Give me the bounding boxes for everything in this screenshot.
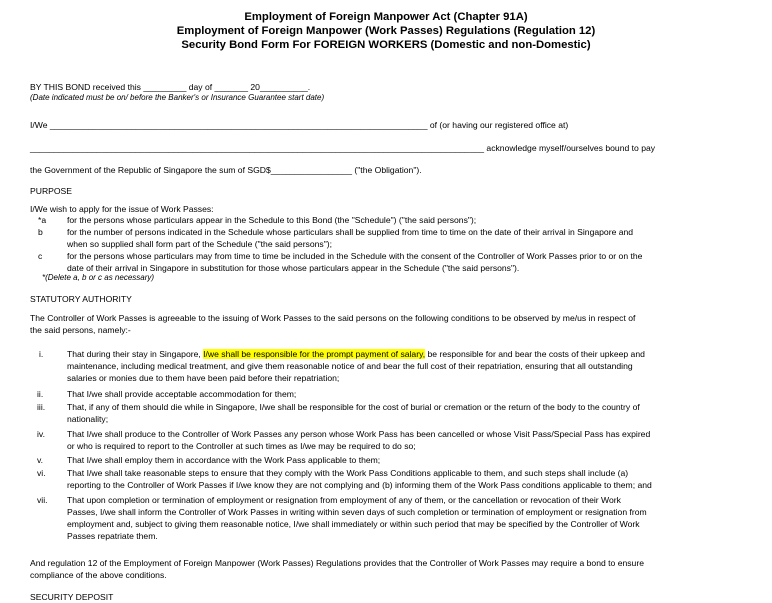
condition-line: reporting to the Controller of Work Passes if I/we know they are not complying and (b) informing them of the Work Pass conditions applicable to them; and [67,480,652,490]
condition-i-text: That during their stay in Singapore, [67,349,204,359]
purpose-item-line: date of their arrival in Singapore in substitution for those whose particulars appear in the Schedule ("the said persons"). [67,263,520,273]
purpose-item-marker: c [38,251,43,261]
condition-line: or who is required to report to the Controller at such times as I/we may be required to do so; [67,441,416,451]
security-deposit-heading: SECURITY DEPOSIT [30,592,114,602]
condition-i-text-after: be responsible for and bear the costs of their upkeep and [425,349,645,359]
statutory-intro-line-2: the said persons, namely:- [30,325,131,335]
condition-marker: ii. [37,389,44,399]
condition-marker: v. [37,455,44,465]
condition-line: That I/we shall employ them in accordance with the Work Pass applicable to them; [67,455,381,465]
condition-marker: iv. [37,429,45,439]
purpose-item-line: for the persons whose particulars appear in the Schedule to this Bond (the "Schedule") ("the said persons"); [67,215,477,225]
condition-line: Passes, I/we shall inform the Controller of Work Passes in writing within seven days of such completion or termination of employment or resignation from [67,507,647,517]
obligation-sum-line: the Government of the Republic of Singapore the sum of SGD$_________________ ("the Obligation"). [30,165,422,175]
statutory-intro-line-1: The Controller of Work Passes is agreeable to the issuing of Work Passes to the said persons on the following conditions to be observed by me/us in respect of [30,313,636,323]
condition-marker: i. [39,349,44,359]
purpose-intro: I/We wish to apply for the issue of Work Passes: [30,204,214,214]
purpose-item-marker: *a [38,215,47,225]
statutory-heading: STATUTORY AUTHORITY [30,294,132,304]
purpose-item-line: for the persons whose particulars may from time to time be included in the Schedule with the consent of the Controller of Work Passes prior to or on the [67,251,643,261]
delete-note: *(Delete a, b or c as necessary) [42,273,155,282]
condition-marker: vii. [37,495,48,505]
condition-line: That I/we shall provide acceptable accommodation for them; [67,389,297,399]
regulation-paragraph-line-1: And regulation 12 of the Employment of Foreign Manpower (Work Passes) Regulations provides that the Controller of Work Passes may require a bond to ensure [30,558,644,568]
condition-marker: iii. [37,402,46,412]
condition-i-line-2: maintenance, including medical treatment, and give them reasonable notice of and bear the full cost of their repatriation, ensuring that all outstanding [67,361,633,371]
act-title: Employment of Foreign Manpower Act (Chapter 91A) [244,11,528,23]
iwe-line: I/We _______________________________________________________________________________ of (or having our registered office at) [30,120,569,130]
condition-i-line-3: salaries or monies due to them have been paid before their repatriation; [67,373,340,383]
date-note: (Date indicated must be on/ before the Banker's or Insurance Guarantee start date) [30,93,325,102]
condition-line: nationality; [67,414,109,424]
condition-line: That upon completion or termination of employment or resignation from employment of any of them, or the cancellation or revocation of their Work [67,495,621,505]
purpose-heading: PURPOSE [30,186,73,196]
form-title: Security Bond Form For FOREIGN WORKERS (Domestic and non-Domestic) [181,39,591,51]
condition-marker: vi. [37,468,46,478]
purpose-item-line: for the number of persons indicated in the Schedule whose particulars shall be supplied from time to time on the date of their arrival in Singapore and [67,227,634,237]
bond-received-line: BY THIS BOND received this _________ day of _______ 20__________. [30,82,311,92]
condition-i-line-1 [67,348,749,360]
condition-line: That I/we shall produce to the Controller of Work Passes any person whose Work Pass has been cancelled or whose Visit Pass/Special Pass has expired [67,429,651,439]
condition-line: Passes repatriate them. [67,531,158,541]
acknowledge-line: _______________________________________________________________________________________________ acknowledge myself/ourselves bound to pay [30,143,656,153]
highlighted-salary-clause: I/we shall be responsible for the prompt payment of salary, [203,349,426,359]
condition-line: That I/we shall take reasonable steps to ensure that they comply with the Work Pass Conditions applicable to them, and such steps shall include (a) [67,468,629,478]
purpose-item-marker: b [38,227,43,237]
condition-line: employment and, subject to giving them reasonable notice, I/we shall immediately or within such period that may be specified by the Controller of Work [67,519,640,529]
regulation-paragraph-line-2: compliance of the above conditions. [30,570,167,580]
purpose-item-line: when so supplied shall form part of the Schedule ("the said persons"); [67,239,333,249]
regulations-title: Employment of Foreign Manpower (Work Passes) Regulations (Regulation 12) [176,25,596,37]
condition-line: That, if any of them should die while in Singapore, I/we shall be responsible for the cost of burial or cremation or the return of the body to the country of [67,402,640,412]
